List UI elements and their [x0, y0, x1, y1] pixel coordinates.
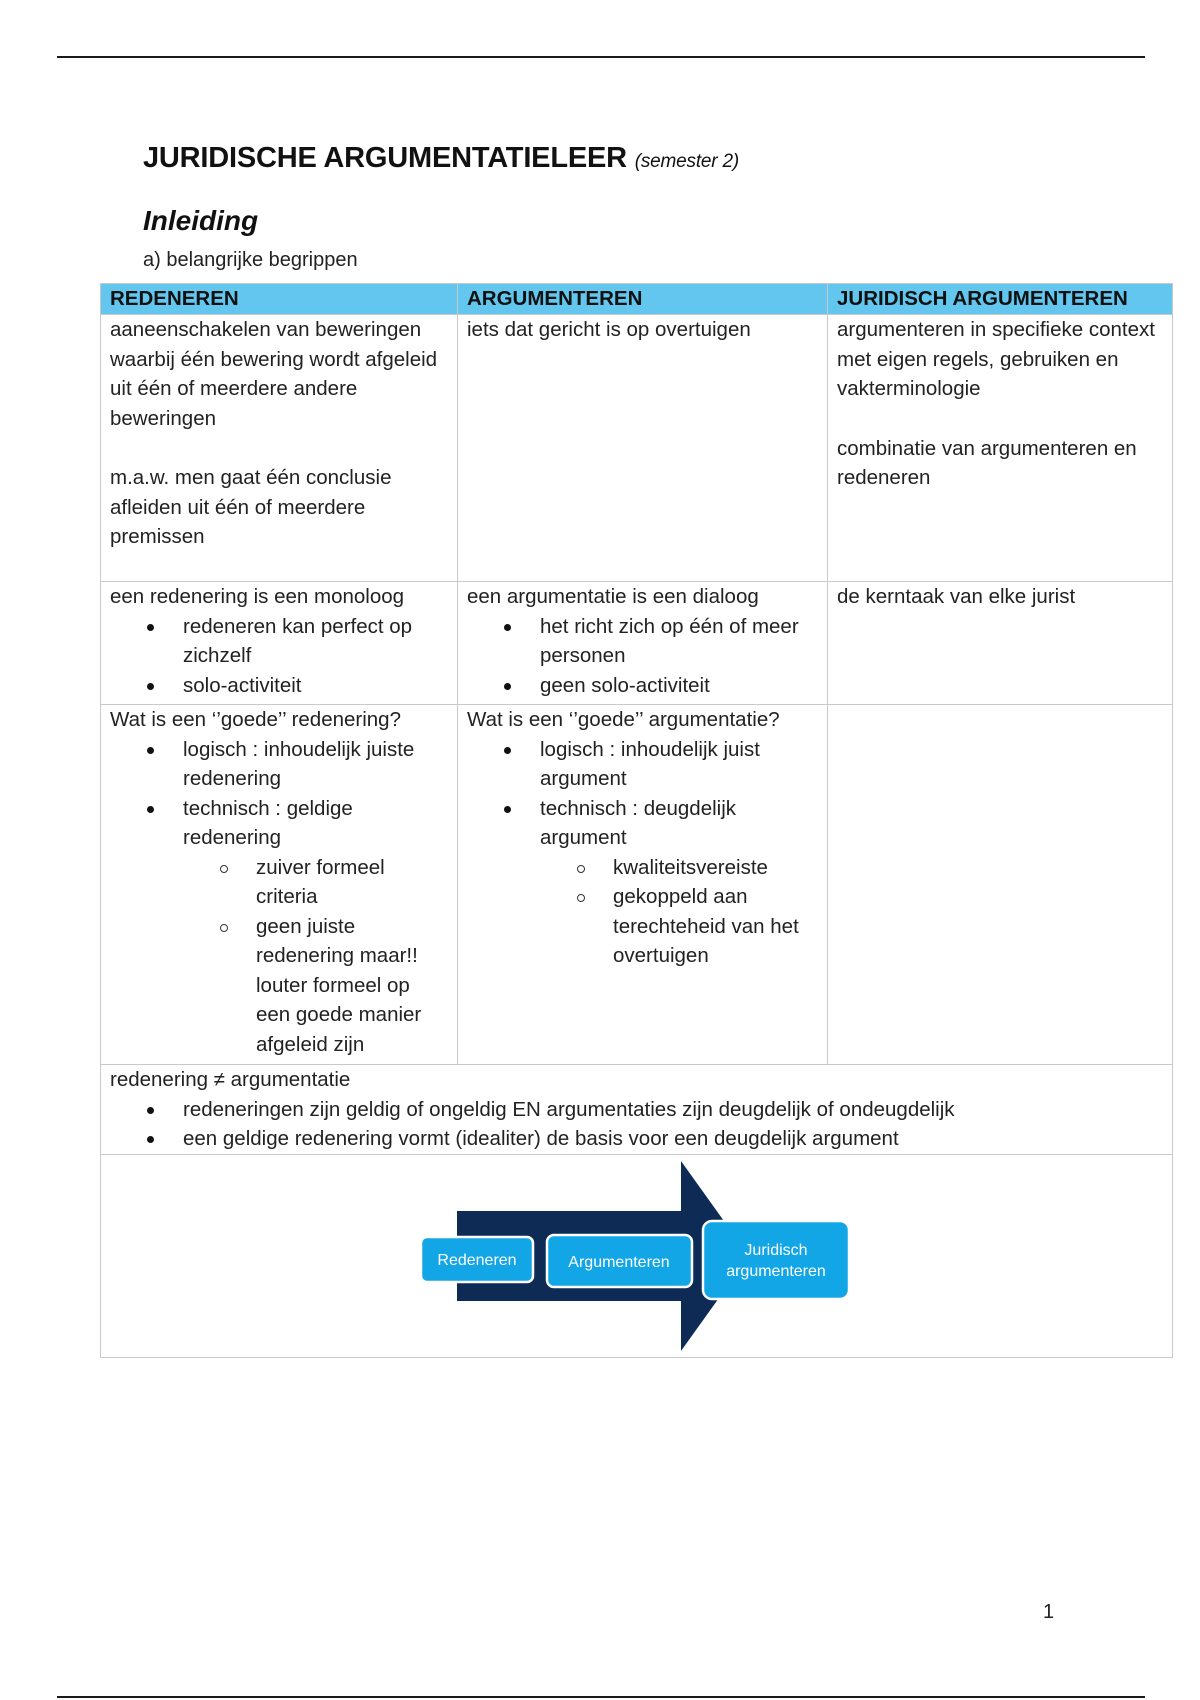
bullet-list	[467, 735, 818, 971]
table-row	[101, 1065, 1173, 1155]
table-row	[101, 705, 1173, 1065]
sub-bullet-list	[540, 853, 818, 971]
core-task-cell: de kerntaak van elke jurist	[828, 582, 1173, 705]
empty-cell	[828, 705, 1173, 1065]
concepts-table	[100, 283, 1173, 1358]
header-juridisch-argumenteren: JURIDISCH ARGUMENTEREN	[828, 284, 1173, 315]
bullet-list	[110, 612, 448, 701]
list-item: redeneringen zijn geldig of ongeldig EN argumentaties zijn deugdelijk of ondeugdelijk	[183, 1095, 1163, 1125]
step-label-juridisch: Juridisch	[744, 1241, 808, 1259]
list-item: het richt zich op één of meer personen	[540, 612, 818, 671]
list-item: gekoppeld aan terechteheid van het overtuigen	[613, 882, 818, 971]
page-title: JURIDISCHE ARGUMENTATIELEER (semester 2)	[143, 142, 739, 174]
list-item: technisch : deugdelijk argument kwaliteitsvereiste gekoppeld aan terechteheid van het overtuigen	[540, 794, 818, 971]
monologue-cell: een redenering is een monoloog redeneren kan perfect op zichzelf solo-activiteit	[101, 582, 458, 705]
footer-rule	[57, 1696, 1145, 1698]
diagram-cell	[101, 1154, 1173, 1357]
header-argumenteren: ARGUMENTEREN	[458, 284, 828, 315]
section-heading: Inleiding	[143, 205, 259, 236]
list-item: solo-activiteit	[183, 671, 448, 701]
bullet-list	[110, 1095, 1163, 1154]
list-item: een geldige redenering vormt (idealiter) de basis voor een deugdelijk argument	[183, 1124, 1163, 1154]
list-item: geen solo-activiteit	[540, 671, 818, 701]
step-box-juridisch-argumenteren	[703, 1221, 849, 1299]
sub-bullet-list	[183, 853, 448, 1060]
list-item: technisch : geldige redenering zuiver formeel criteria geen juiste redenering maar!! louter formeel op een goede manier afgeleid zijn	[183, 794, 448, 1060]
step-label-argumenteren-2: argumenteren	[726, 1262, 826, 1280]
definition-redeneren: aaneenschakelen van beweringen waarbij één bewering wordt afgeleid uit één of meerdere andere beweringen m.a.w. men gaat één conclusie afleiden uit één of meerdere premissen	[101, 315, 458, 582]
table-row	[101, 582, 1173, 705]
list-item: kwaliteitsvereiste	[613, 853, 818, 883]
list-item: geen juiste redenering maar!! louter formeel op een goede manier afgeleid zijn	[256, 912, 448, 1060]
definition-juridisch-argumenteren: argumenteren in specifieke context met eigen regels, gebruiken en vakterminologie combinatie van argumenteren en redeneren	[828, 315, 1173, 582]
header-rule	[57, 56, 1145, 58]
table-row	[101, 315, 1173, 582]
dialogue-cell: een argumentatie is een dialoog het richt zich op één of meer personen geen solo-activiteit	[458, 582, 828, 705]
summary-cell: redenering ≠ argumentatie redeneringen zijn geldig of ongeldig EN argumentaties zijn deugdelijk of ondeugdelijk een geldige redenering vormt (idealiter) de basis voor een deugdelijk argument	[101, 1065, 1173, 1155]
table-header-row	[101, 284, 1173, 315]
good-argumentation-cell: Wat is een ‘’goede’’ argumentatie? logisch : inhoudelijk juist argument technisch : deugdelijk argument kwaliteitsvereiste gekoppeld aan terechteheid van het overtuigen	[458, 705, 828, 1065]
list-item: zuiver formeel criteria	[256, 853, 448, 912]
good-reasoning-cell: Wat is een ‘’goede’’ redenering? logisch : inhoudelijk juiste redenering technisch : geldige redenering zuiver formeel criteria geen juiste redenering maar!! louter formeel op een goede manier afgeleid zijn	[101, 705, 458, 1065]
bullet-list	[467, 612, 818, 701]
step-label-redeneren: Redeneren	[437, 1251, 517, 1269]
table-row	[101, 1154, 1173, 1357]
definition-argumenteren: iets dat gericht is op overtuigen	[458, 315, 828, 582]
title-suffix: (semester 2)	[634, 151, 739, 172]
process-arrow-diagram	[419, 1158, 851, 1355]
bullet-list	[110, 735, 448, 1060]
subheading: a) belangrijke begrippen	[143, 249, 358, 271]
list-item: logisch : inhoudelijk juiste redenering	[183, 735, 448, 794]
header-redeneren: REDENEREN	[101, 284, 458, 315]
list-item: redeneren kan perfect op zichzelf	[183, 612, 448, 671]
list-item: logisch : inhoudelijk juist argument	[540, 735, 818, 794]
step-label-argumenteren: Argumenteren	[568, 1253, 670, 1271]
page-number: 1	[1043, 1601, 1055, 1623]
